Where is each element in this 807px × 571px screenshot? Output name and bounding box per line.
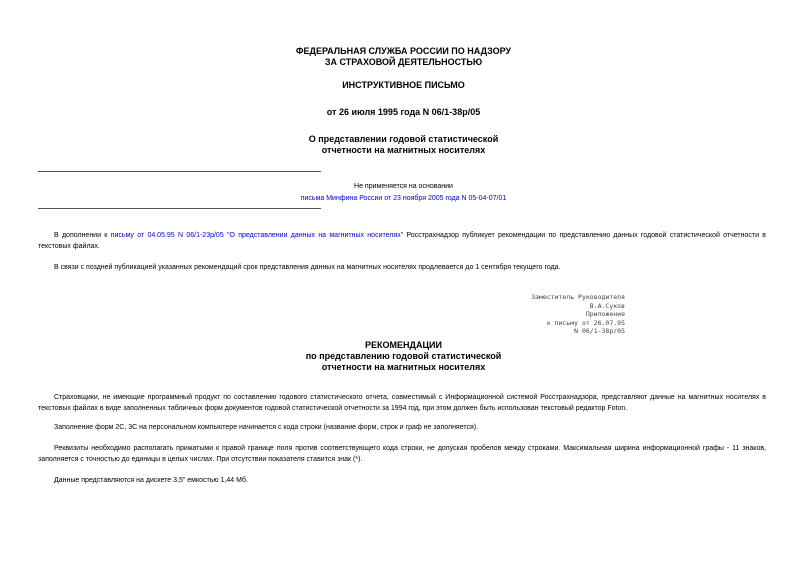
recommendations-title: РЕКОМЕНДАЦИИ: [365, 340, 442, 350]
subject-line-2: отчетности на магнитных носителях: [321, 145, 486, 155]
notice-link[interactable]: письма Минфина России от 23 ноября 2005 года N 05-04-07/01: [300, 195, 507, 202]
recommendations-paragraph-4: Данные представляются на дискете 3,5" емкостью 1,44 Мб.: [54, 477, 248, 484]
signature-position: Заместитель Руководителя: [531, 293, 625, 301]
letter-reference-link[interactable]: письму от 04.05.95 N 06/1-23р/05 "О представлении данных на магнитных носителях": [110, 232, 404, 239]
appendix-label: Приложение: [585, 310, 625, 318]
subject-line-1: О представлении годовой статистической: [308, 134, 499, 144]
signature-block: [465, 293, 625, 336]
status-notice: [0, 181, 807, 205]
agency-line-1: ФЕДЕРАЛЬНАЯ СЛУЖБА РОССИИ ПО НАДЗОРУ: [295, 46, 512, 56]
intro-text-prefix: В дополнении к: [54, 232, 111, 239]
document-subject: [0, 134, 807, 156]
intro-text-suffix: Росстрахнадзор публикует рекомендации по представлению данных годовой статистической отчетности в текстовых файлах.: [38, 232, 766, 250]
recommendations-heading: [0, 340, 807, 373]
signature-name: В.А.Суков: [589, 301, 625, 310]
recommendations-subtitle-1: по представлению годовой статистической: [305, 351, 502, 361]
agency-name: [0, 46, 807, 68]
document-type: ИНСТРУКТИВНОЕ ПИСЬМО: [342, 80, 465, 90]
recommendations-paragraph-2: Заполнение форм 2С, 3С на персональном компьютере начинается с кода строки (название форм, строк и граф не заполняется).: [54, 424, 479, 431]
divider-bottom: [38, 208, 321, 209]
appendix-letter-date: к письму от 26.07.95: [546, 318, 625, 327]
recommendations-subtitle-2: отчетности на магнитных носителях: [321, 362, 486, 372]
agency-line-2: ЗА СТРАХОВОЙ ДЕЯТЕЛЬНОСТЬЮ: [324, 57, 483, 67]
divider-top: [38, 171, 321, 172]
recommendations-paragraph-1: Страховщики, не имеющие программный продукт по составлению годового статистического отчета, совместимый с Информационной системой Росстрахнадзора, представляют данные на магнитных носителях в текстовых файлах в виде заполненных табличных форм документов годовой статистической отчетности за 1994 год, при этом должен быть использован текстовый редактор Foton.: [38, 394, 766, 412]
intro-paragraph-1: [38, 230, 766, 252]
intro-paragraph-2: В связи с поздней публикацией указанных рекомендаций срок представления данных на магнитных носителях продлевается до 1 сентября текущего года.: [54, 264, 561, 271]
appendix-letter-number: N 06/1-38р/05: [574, 327, 625, 335]
document-date: от 26 июля 1995 года N 06/1-38р/05: [326, 107, 481, 117]
recommendations-paragraph-3: Реквизиты необходимо располагать прижатыми к правой границе поля против соответствующего кода строки, не допуская пробелов между строками. Максимальная ширина информационной графы - 11 знаков, заполняется с точностью до единицы в целых числах. При отсутствии показателя ставится знак (*).: [38, 445, 766, 463]
notice-text: Не применяется на основании: [354, 183, 453, 190]
